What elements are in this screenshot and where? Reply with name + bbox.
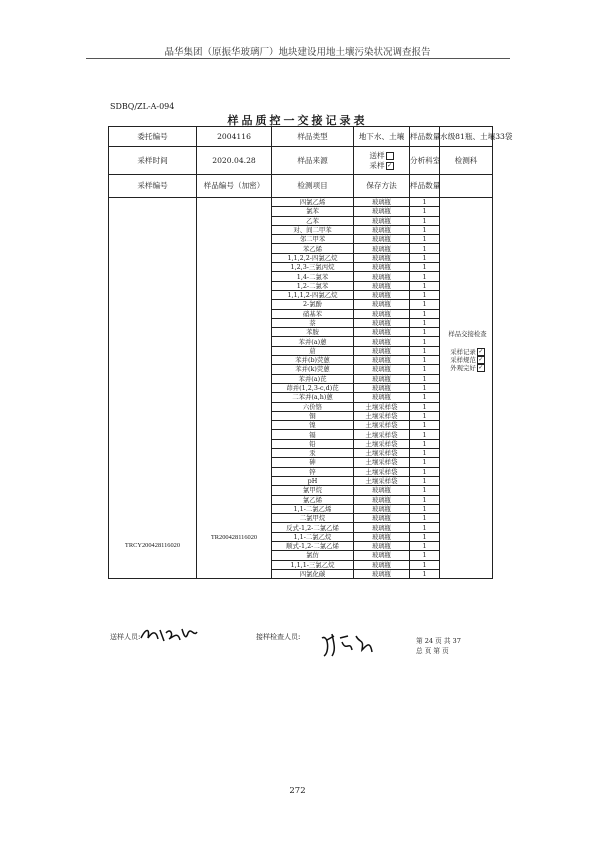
row-item: 1,2-二氯苯	[272, 281, 354, 290]
appearance-intact-checkbox: ✓	[478, 364, 484, 371]
col-header-qty: 样品数量	[410, 175, 440, 198]
row-qty: 1	[410, 272, 440, 281]
row-method: 玻璃瓶	[354, 263, 410, 272]
row-item: 苯乙烯	[272, 244, 354, 253]
row-qty: 1	[410, 495, 440, 504]
row-item: 四氯乙烯	[272, 198, 354, 207]
sampling-time-value: 2020.04.28	[197, 147, 272, 175]
row-item: 1,1-二氯乙烯	[272, 504, 354, 513]
row-qty: 1	[410, 198, 440, 207]
header-rule	[86, 58, 510, 59]
row-method: 玻璃瓶	[354, 207, 410, 216]
row-item: 二氯甲烷	[272, 514, 354, 523]
sample-source-label: 样品来源	[272, 147, 354, 175]
row-method: 玻璃瓶	[354, 318, 410, 327]
form-number: SDBQ/ZL-A-094	[110, 102, 175, 111]
row-method: 玻璃瓶	[354, 551, 410, 560]
row-qty: 1	[410, 514, 440, 523]
row-method: 玻璃瓶	[354, 486, 410, 495]
row-item: 二苯并(a,h)蒽	[272, 393, 354, 402]
row-item: 1,1,1,2-四氯乙烷	[272, 290, 354, 299]
row-item: 1,1,1-三氯乙烷	[272, 560, 354, 569]
row-qty: 1	[410, 486, 440, 495]
page-header: 晶华集团（原振华玻璃厂）地块建设用地土壤污染状况调查报告	[164, 47, 431, 58]
row-method: 玻璃瓶	[354, 560, 410, 569]
row-qty: 1	[410, 402, 440, 411]
row-item: 对、间二甲苯	[272, 225, 354, 234]
form-title: 样品质控一交接记录表	[227, 114, 368, 127]
row-item: 茚并(1,2,3-c,d)芘	[272, 383, 354, 392]
row-method: 玻璃瓶	[354, 514, 410, 523]
row-item: 氯乙烯	[272, 495, 354, 504]
row-method: 土壤采样袋	[354, 476, 410, 485]
row-method: 玻璃瓶	[354, 300, 410, 309]
sample-no-cell: TR200428116020	[197, 198, 272, 579]
row-item: 䓛	[272, 346, 354, 355]
page-count-info	[416, 636, 461, 656]
row-qty: 1	[410, 532, 440, 541]
row-method: 玻璃瓶	[354, 290, 410, 299]
row-qty: 1	[410, 383, 440, 392]
row-method: 玻璃瓶	[354, 569, 410, 578]
row-item: 铜	[272, 411, 354, 420]
row-qty: 1	[410, 328, 440, 337]
row-item: 2-氯酚	[272, 300, 354, 309]
row-qty: 1	[410, 393, 440, 402]
row-item: 锌	[272, 467, 354, 476]
note-sampling-record: 采样记录	[450, 348, 476, 356]
row-method: 玻璃瓶	[354, 383, 410, 392]
col-header-preservation: 保存方法	[354, 175, 410, 198]
row-qty: 1	[410, 207, 440, 216]
row-item: 苯并(a)芘	[272, 374, 354, 383]
col-header-item: 检测项目	[272, 175, 354, 198]
lab-value: 检测科	[440, 147, 493, 175]
source-option-delivered: 送样	[369, 150, 385, 160]
row-method: 玻璃瓶	[354, 272, 410, 281]
page-count-line1: 第 24 页 共 37	[416, 637, 461, 645]
row-method: 玻璃瓶	[354, 281, 410, 290]
row-method: 玻璃瓶	[354, 495, 410, 504]
row-method: 土壤采样袋	[354, 402, 410, 411]
row-method: 土壤采样袋	[354, 421, 410, 430]
row-qty: 1	[410, 560, 440, 569]
row-qty: 1	[410, 318, 440, 327]
row-method: 玻璃瓶	[354, 309, 410, 318]
row-qty: 1	[410, 458, 440, 467]
row-qty: 1	[410, 523, 440, 532]
sampling-time-label: 采样时间	[109, 147, 197, 175]
row-method: 玻璃瓶	[354, 216, 410, 225]
row-method: 玻璃瓶	[354, 365, 410, 374]
row-method: 玻璃瓶	[354, 253, 410, 262]
row-item: 氯仿	[272, 551, 354, 560]
row-item: 1,1,2,2-四氯乙烷	[272, 253, 354, 262]
row-item: 氯甲烷	[272, 486, 354, 495]
sampling-no-cell: TRCY200428116020	[109, 198, 197, 579]
sender-label: 送样人员:	[110, 633, 141, 641]
row-method: 土壤采样袋	[354, 439, 410, 448]
row-qty: 1	[410, 263, 440, 272]
row-method: 玻璃瓶	[354, 244, 410, 253]
row-qty: 1	[410, 569, 440, 578]
sample-qty-label: 样品数量	[410, 127, 440, 147]
handover-table	[108, 126, 513, 579]
row-method: 土壤采样袋	[354, 449, 410, 458]
row-item: 乙苯	[272, 216, 354, 225]
row-method: 玻璃瓶	[354, 198, 410, 207]
row-qty: 1	[410, 449, 440, 458]
row-method: 玻璃瓶	[354, 393, 410, 402]
row-qty: 1	[410, 300, 440, 309]
row-item: 苯并(b)荧蒽	[272, 356, 354, 365]
row-qty: 1	[410, 504, 440, 513]
row-qty: 1	[410, 467, 440, 476]
row-qty: 1	[410, 356, 440, 365]
row-item: 反式-1,2-二氯乙烯	[272, 523, 354, 532]
row-item: 砷	[272, 458, 354, 467]
row-method: 玻璃瓶	[354, 328, 410, 337]
row-item: 汞	[272, 449, 354, 458]
delivered-checkbox	[386, 152, 394, 160]
sampling-record-checkbox: ✓	[478, 348, 484, 355]
row-item: 邻二甲苯	[272, 235, 354, 244]
row-method: 土壤采样袋	[354, 430, 410, 439]
row-item: 铅	[272, 439, 354, 448]
row-item: 苯并(a)蒽	[272, 337, 354, 346]
row-method: 玻璃瓶	[354, 504, 410, 513]
receiver-label: 接样检查人员:	[256, 633, 301, 641]
row-qty: 1	[410, 253, 440, 262]
row-item: 镉	[272, 430, 354, 439]
sample-type-label: 样品类型	[272, 127, 354, 147]
row-method: 玻璃瓶	[354, 225, 410, 234]
source-option-sampled: 采样	[369, 160, 385, 170]
sampling-standard-checkbox: ✓	[478, 356, 484, 363]
row-method: 玻璃瓶	[354, 337, 410, 346]
row-qty: 1	[410, 476, 440, 485]
row-method: 玻璃瓶	[354, 523, 410, 532]
row-qty: 1	[410, 365, 440, 374]
col-header-blank	[440, 175, 493, 198]
col-header-sample-no: 样品编号（加密）	[197, 175, 272, 198]
row-item: 苯并(k)荧蒽	[272, 365, 354, 374]
receiver-signature	[318, 630, 376, 660]
inspection-note-cell	[440, 198, 493, 579]
inspection-note-title: 样品交接检查	[448, 330, 487, 338]
row-method: 玻璃瓶	[354, 374, 410, 383]
sampled-checkbox: ✓	[387, 161, 393, 169]
row-qty: 1	[410, 290, 440, 299]
row-qty: 1	[410, 235, 440, 244]
row-qty: 1	[410, 244, 440, 253]
commission-no-value: 2004116	[197, 127, 272, 147]
row-method: 土壤采样袋	[354, 458, 410, 467]
row-qty: 1	[410, 421, 440, 430]
col-header-sampling-no: 采样编号	[109, 175, 197, 198]
row-qty: 1	[410, 374, 440, 383]
row-item: 1,4-二氯苯	[272, 272, 354, 281]
row-item: 镍	[272, 421, 354, 430]
row-item: 1,1-二氯乙烷	[272, 532, 354, 541]
row-method: 玻璃瓶	[354, 356, 410, 365]
row-item: 四氯化碳	[272, 569, 354, 578]
row-item: 顺式-1,2-二氯乙烯	[272, 541, 354, 550]
row-qty: 1	[410, 346, 440, 355]
row-qty: 1	[410, 551, 440, 560]
row-qty: 1	[410, 309, 440, 318]
note-sampling-standard: 采样规范	[450, 356, 476, 364]
row-qty: 1	[410, 281, 440, 290]
row-qty: 1	[410, 216, 440, 225]
row-item: 萘	[272, 318, 354, 327]
row-method: 土壤采样袋	[354, 411, 410, 420]
row-item: 氯苯	[272, 207, 354, 216]
row-qty: 1	[410, 225, 440, 234]
row-qty: 1	[410, 411, 440, 420]
sample-source-options	[354, 147, 410, 175]
row-method: 玻璃瓶	[354, 235, 410, 244]
sample-qty-value: 水级81瓶、土壤33袋	[440, 127, 493, 147]
row-item: 苯胺	[272, 328, 354, 337]
commission-no-label: 委托编号	[109, 127, 197, 147]
sender-signature	[138, 624, 200, 646]
note-appearance-intact: 外观完好	[450, 364, 476, 372]
table-row	[109, 198, 493, 207]
row-qty: 1	[410, 430, 440, 439]
row-item: 硝基苯	[272, 309, 354, 318]
row-method: 玻璃瓶	[354, 532, 410, 541]
row-qty: 1	[410, 541, 440, 550]
row-method: 玻璃瓶	[354, 346, 410, 355]
page-number: 272	[289, 786, 306, 796]
row-item: pH	[272, 476, 354, 485]
row-qty: 1	[410, 439, 440, 448]
sample-type-value: 地下水、土壤	[354, 127, 410, 147]
page-count-line2: 总 页 第 页	[416, 647, 449, 655]
row-item: 六价铬	[272, 402, 354, 411]
row-qty: 1	[410, 337, 440, 346]
row-method: 玻璃瓶	[354, 541, 410, 550]
lab-label: 分析科室	[410, 147, 440, 175]
row-method: 土壤采样袋	[354, 467, 410, 476]
row-item: 1,2,3-三氯丙烷	[272, 263, 354, 272]
